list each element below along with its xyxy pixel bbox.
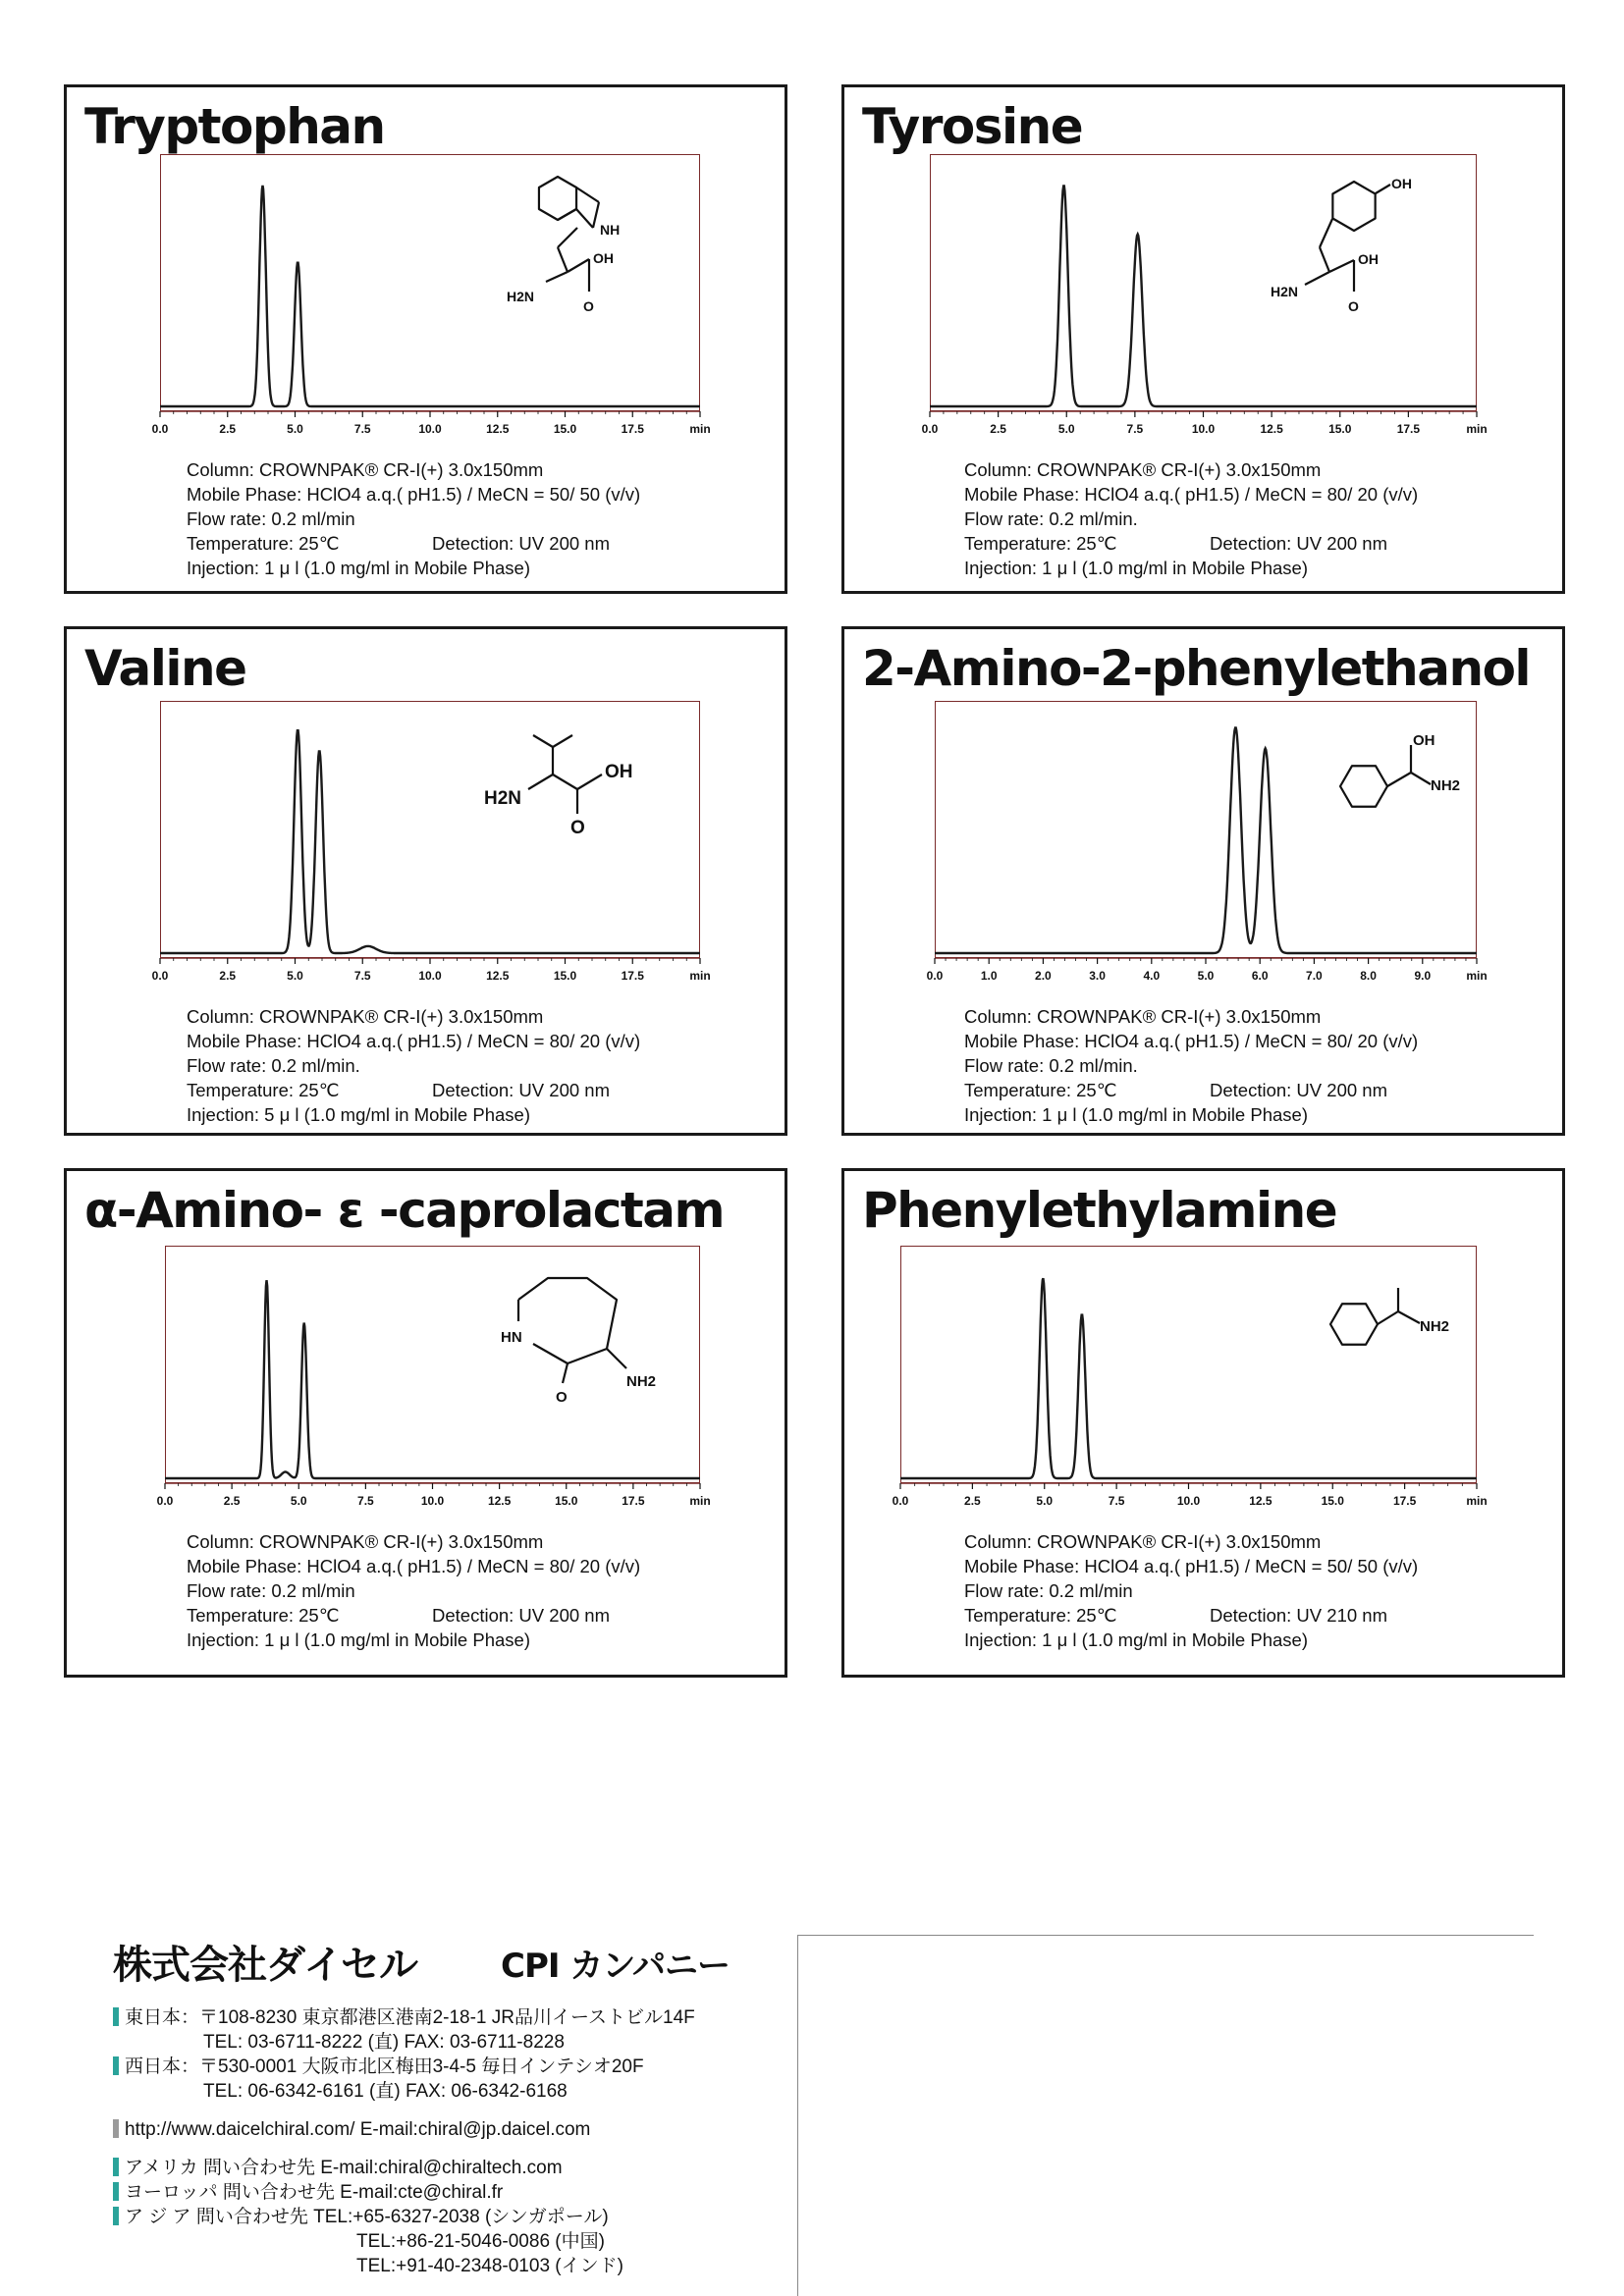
x-tick-label: 17.5	[621, 422, 644, 436]
mobile-phase-line: Mobile Phase: HClO4 a.q.( pH1.5) / MeCN = 80/ 20 (v/v)	[187, 1031, 641, 1051]
method-conditions	[964, 457, 1418, 580]
chromatogram-panel	[64, 626, 787, 1136]
method-conditions	[964, 1004, 1418, 1127]
x-tick-label: 7.5	[353, 969, 371, 983]
x-axis	[893, 1483, 1488, 1508]
svg-text:NH2: NH2	[1420, 1318, 1450, 1335]
svg-text:NH2: NH2	[1431, 777, 1461, 794]
column-line: Column: CROWNPAK® CR-I(+) 3.0x150mm	[964, 459, 1322, 480]
x-tick-label: 3.0	[1089, 969, 1106, 983]
x-tick-label: 7.0	[1306, 969, 1323, 983]
x-tick-label: 15.0	[1321, 1494, 1344, 1508]
x-tick-label: 17.5	[621, 969, 644, 983]
svg-text:NH2: NH2	[626, 1373, 657, 1390]
x-tick-label: 7.5	[1126, 422, 1144, 436]
x-tick-label: 15.0	[1328, 422, 1352, 436]
tyrosine-structure	[1271, 176, 1412, 314]
x-tick-label: 5.0	[287, 422, 303, 436]
temperature-detection-row	[964, 531, 1418, 556]
svg-text:H2N: H2N	[507, 289, 535, 304]
x-axis	[922, 411, 1488, 436]
x-tick-label: 2.5	[223, 1494, 241, 1508]
svg-text:OH: OH	[1358, 251, 1379, 267]
x-tick-label: 10.0	[418, 422, 442, 436]
temperature-detection-row	[964, 1603, 1418, 1628]
panel-title: Valine	[84, 640, 246, 697]
x-axis	[152, 411, 711, 436]
blank-stamp-area	[797, 1935, 1534, 2296]
temperature-detection-row	[187, 1603, 640, 1628]
x-tick-label: 8.0	[1360, 969, 1377, 983]
america-contact: アメリカ 問い合わせ先 E-mail:chiral@chiraltech.com	[113, 2156, 695, 2180]
aminophenylethanol-structure	[1340, 732, 1460, 807]
x-tick-label: 7.5	[357, 1494, 374, 1508]
flow-rate-line: Flow rate: 0.2 ml/min.	[964, 1055, 1138, 1076]
svg-text:O: O	[556, 1389, 568, 1406]
x-tick-label: 2.5	[219, 969, 237, 983]
detection-line: Detection: UV 200 nm	[1210, 533, 1387, 554]
x-tick-label: 12.5	[486, 422, 510, 436]
teal-bullet-icon	[113, 2056, 119, 2075]
x-tick-label: 4.0	[1143, 969, 1161, 983]
mobile-phase-line: Mobile Phase: HClO4 a.q.( pH1.5) / MeCN = 80/ 20 (v/v)	[964, 484, 1419, 505]
x-tick-label: 0.0	[151, 969, 169, 983]
detection-line: Detection: UV 210 nm	[1210, 1605, 1387, 1626]
teal-bullet-icon	[113, 2007, 119, 2026]
website-link[interactable]: http://www.daicelchiral.com/ E-mail:chiral@jp.daicel.com	[125, 2119, 591, 2140]
x-tick-label: 12.5	[1260, 422, 1283, 436]
injection-line: Injection: 1 μ l (1.0 mg/ml in Mobile Phase)	[187, 558, 530, 578]
temperature-detection-row	[187, 531, 640, 556]
chromatogram-panel	[841, 84, 1565, 594]
x-tick-label: 5.0	[1057, 422, 1075, 436]
west-japan-address: 西日本：〒530-0001 大阪市北区梅田3-4-5 毎日インテシオ20F	[113, 2055, 695, 2079]
chromatogram-trace	[165, 1280, 700, 1478]
svg-text:O: O	[583, 298, 594, 314]
x-tick-label: 0.0	[921, 422, 939, 436]
x-tick-label: 17.5	[622, 1494, 645, 1508]
x-tick-label: 2.5	[964, 1494, 981, 1508]
x-axis	[927, 958, 1488, 983]
x-tick-label: 10.0	[1191, 422, 1216, 436]
x-tick-label: 12.5	[487, 1494, 512, 1508]
west-japan-tel: TEL: 06-6342-6161 (直) FAX: 06-6342-6168	[203, 2081, 568, 2102]
x-tick-label: 17.5	[1392, 1494, 1417, 1508]
flow-rate-line: Flow rate: 0.2 ml/min.	[187, 1055, 360, 1076]
chromatogram-chart	[921, 154, 1488, 451]
asia-contact: ア ジ ア 問い合わせ先 TEL:+65-6327-2038 (シンガポール)	[113, 2205, 695, 2229]
x-tick-label: 2.0	[1035, 969, 1052, 983]
svg-text:H2N: H2N	[484, 788, 522, 809]
mobile-phase-line: Mobile Phase: HClO4 a.q.( pH1.5) / MeCN = 50/ 50 (v/v)	[964, 1556, 1419, 1576]
x-tick-label: 17.5	[1396, 422, 1421, 436]
tryptophan-structure	[507, 177, 620, 314]
x-tick-label: 5.0	[1197, 969, 1215, 983]
temperature-line: Temperature: 25℃	[187, 1080, 340, 1100]
europe-contact: ヨーロッパ 問い合わせ先 E-mail:cte@chiral.fr	[113, 2180, 695, 2205]
svg-text:HN: HN	[501, 1329, 522, 1346]
injection-line: Injection: 1 μ l (1.0 mg/ml in Mobile Phase)	[964, 1104, 1308, 1125]
temperature-line: Temperature: 25℃	[964, 533, 1117, 554]
east-japan-tel: TEL: 03-6711-8222 (直) FAX: 03-6711-8228	[203, 2032, 565, 2053]
svg-text:OH: OH	[605, 762, 633, 782]
x-tick-label: 12.5	[1249, 1494, 1272, 1508]
company-brand-name: 株式会社ダイセル	[113, 1943, 417, 1988]
x-tick-label: min	[1466, 422, 1488, 436]
x-tick-label: 0.0	[156, 1494, 174, 1508]
teal-bullet-icon	[113, 2182, 119, 2201]
chromatogram-trace	[935, 728, 1477, 954]
asia-tel-china: TEL:+86-21-5046-0086 (中国)	[356, 2231, 605, 2252]
chromatogram-panel	[64, 84, 787, 594]
chromatogram-panel	[841, 1168, 1565, 1678]
panel-title: Phenylethylamine	[862, 1182, 1337, 1239]
x-tick-label: 10.0	[418, 969, 442, 983]
panel-title: Tyrosine	[862, 98, 1083, 155]
column-line: Column: CROWNPAK® CR-I(+) 3.0x150mm	[187, 1006, 544, 1027]
chromatogram-trace	[160, 186, 700, 406]
svg-text:OH: OH	[1413, 732, 1435, 749]
mobile-phase-line: Mobile Phase: HClO4 a.q.( pH1.5) / MeCN = 80/ 20 (v/v)	[187, 1556, 641, 1576]
x-tick-label: 5.0	[287, 969, 303, 983]
x-axis	[157, 1483, 711, 1508]
chromatogram-chart	[151, 154, 711, 451]
chromatogram-trace	[930, 187, 1477, 407]
column-line: Column: CROWNPAK® CR-I(+) 3.0x150mm	[964, 1531, 1322, 1552]
x-tick-label: 7.5	[353, 422, 371, 436]
x-tick-label: 15.0	[553, 422, 577, 436]
teal-bullet-icon	[113, 2158, 119, 2176]
x-tick-label: 12.5	[486, 969, 510, 983]
x-tick-label: 2.5	[219, 422, 237, 436]
panel-title: Tryptophan	[84, 98, 385, 155]
svg-text:O: O	[1348, 298, 1359, 314]
temperature-line: Temperature: 25℃	[964, 1080, 1117, 1100]
injection-line: Injection: 1 μ l (1.0 mg/ml in Mobile Phase)	[187, 1629, 530, 1650]
east-japan-address: 東日本：〒108-8230 東京都港区港南2-18-1 JR品川イーストビル14F	[113, 2005, 695, 2030]
chromatogram-chart	[926, 701, 1488, 997]
flow-rate-line: Flow rate: 0.2 ml/min	[187, 1580, 355, 1601]
panel-title: 2-Amino-2-phenylethanol	[862, 640, 1531, 697]
temperature-detection-row	[187, 1078, 640, 1102]
x-axis	[152, 958, 711, 983]
temperature-line: Temperature: 25℃	[964, 1605, 1117, 1626]
phenylethylamine-structure	[1330, 1288, 1449, 1345]
x-tick-label: 5.0	[290, 1494, 307, 1508]
injection-line: Injection: 1 μ l (1.0 mg/ml in Mobile Phase)	[964, 558, 1308, 578]
temperature-line: Temperature: 25℃	[187, 1605, 340, 1626]
mobile-phase-line: Mobile Phase: HClO4 a.q.( pH1.5) / MeCN = 50/ 50 (v/v)	[187, 484, 641, 505]
temperature-line: Temperature: 25℃	[187, 533, 340, 554]
mobile-phase-line: Mobile Phase: HClO4 a.q.( pH1.5) / MeCN = 80/ 20 (v/v)	[964, 1031, 1419, 1051]
chromatogram-chart	[892, 1246, 1488, 1522]
column-line: Column: CROWNPAK® CR-I(+) 3.0x150mm	[187, 1531, 544, 1552]
x-tick-label: min	[1466, 1494, 1488, 1508]
detection-line: Detection: UV 200 nm	[432, 533, 610, 554]
x-tick-label: 0.0	[151, 422, 169, 436]
flow-rate-line: Flow rate: 0.2 ml/min	[964, 1580, 1133, 1601]
x-tick-label: 0.0	[926, 969, 944, 983]
x-tick-label: 0.0	[892, 1494, 909, 1508]
method-conditions	[187, 1004, 640, 1127]
company-division: CPI カンパニー	[501, 1947, 730, 1986]
chromatogram-panel	[841, 626, 1565, 1136]
x-tick-label: 7.5	[1108, 1494, 1125, 1508]
method-conditions	[187, 457, 640, 580]
method-conditions	[187, 1529, 640, 1652]
chromatogram-trace	[900, 1278, 1477, 1478]
detection-line: Detection: UV 200 nm	[1210, 1080, 1387, 1100]
injection-line: Injection: 1 μ l (1.0 mg/ml in Mobile Phase)	[964, 1629, 1308, 1650]
svg-text:OH: OH	[1391, 176, 1412, 191]
valine-structure	[484, 735, 633, 838]
x-tick-label: 9.0	[1414, 969, 1432, 983]
chromatogram-chart	[156, 1246, 711, 1522]
asia-tel-india: TEL:+91-40-2348-0103 (インド)	[356, 2256, 623, 2276]
detection-line: Detection: UV 200 nm	[432, 1605, 610, 1626]
x-tick-label: 10.0	[1176, 1494, 1201, 1508]
gray-bullet-icon	[113, 2119, 119, 2138]
x-tick-label: 2.5	[990, 422, 1006, 436]
chromatogram-panel	[64, 1168, 787, 1678]
teal-bullet-icon	[113, 2207, 119, 2225]
method-conditions	[964, 1529, 1418, 1652]
x-tick-label: min	[689, 969, 711, 983]
web-and-email	[113, 2117, 695, 2142]
svg-text:O: O	[570, 818, 585, 838]
temperature-detection-row	[964, 1078, 1418, 1102]
x-tick-label: 6.0	[1251, 969, 1269, 983]
svg-text:OH: OH	[593, 250, 614, 266]
caprolactam-structure	[501, 1278, 656, 1406]
x-tick-label: 10.0	[420, 1494, 445, 1508]
x-tick-label: 15.0	[553, 969, 577, 983]
x-tick-label: 5.0	[1036, 1494, 1054, 1508]
panel-title: α-Amino- ε -caprolactam	[84, 1182, 725, 1239]
contact-block	[113, 2005, 695, 2278]
svg-text:NH: NH	[600, 222, 621, 238]
x-tick-label: min	[689, 422, 711, 436]
x-tick-label: 1.0	[980, 969, 998, 983]
column-line: Column: CROWNPAK® CR-I(+) 3.0x150mm	[187, 459, 544, 480]
detection-line: Detection: UV 200 nm	[432, 1080, 610, 1100]
x-tick-label: 15.0	[555, 1494, 578, 1508]
column-line: Column: CROWNPAK® CR-I(+) 3.0x150mm	[964, 1006, 1322, 1027]
svg-text:H2N: H2N	[1271, 284, 1299, 299]
x-tick-label: min	[1466, 969, 1488, 983]
injection-line: Injection: 5 μ l (1.0 mg/ml in Mobile Phase)	[187, 1104, 530, 1125]
chromatogram-chart	[151, 701, 711, 997]
flow-rate-line: Flow rate: 0.2 ml/min.	[964, 508, 1138, 529]
x-tick-label: min	[689, 1494, 711, 1508]
flow-rate-line: Flow rate: 0.2 ml/min	[187, 508, 355, 529]
